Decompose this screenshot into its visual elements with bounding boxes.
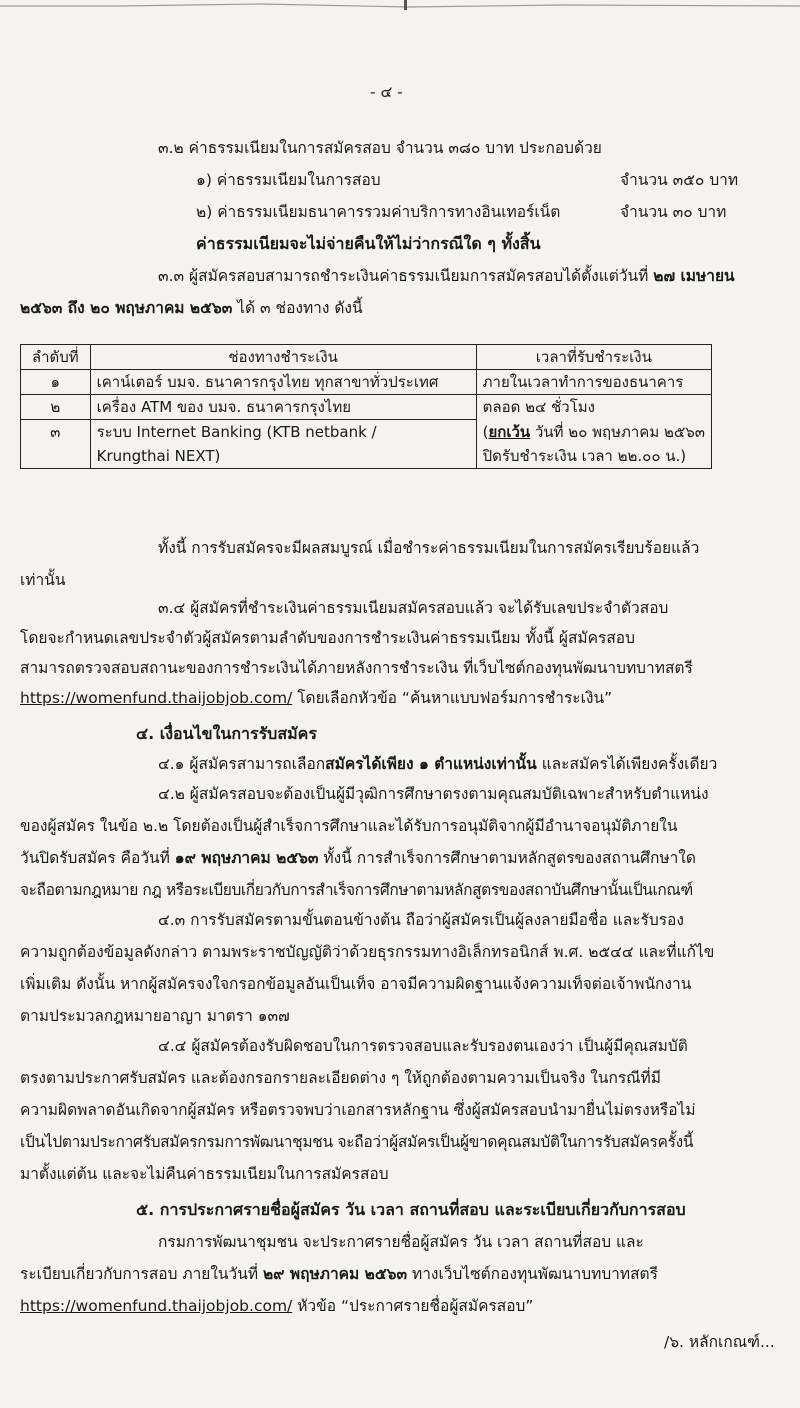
table-row (21, 370, 712, 395)
table-row-continuation (21, 444, 712, 469)
womenfund-link[interactable]: https://womenfund.thaijobjob.com/ (20, 689, 293, 707)
table-row (21, 395, 712, 420)
payment-channels-table (20, 344, 712, 469)
sec-5-line3 (20, 1294, 533, 1318)
sec-4-4-line1: ๔.๔ ผู้สมัครต้องรับผิดชอบในการตรวจสอบและรับรองตนเองว่า เป็นผู้มีคุณสมบัติ (158, 1037, 688, 1055)
no-refund-notice: ค่าธรรมเนียมจะไม่จ่ายคืนให้ไม่ว่ากรณีใด ๆ ทั้งสิ้น (196, 234, 541, 253)
text-run: ระเบียบเกี่ยวกับการสอบ ภายในวันที่ (20, 1265, 263, 1283)
table-cell-channel: เคาน์เตอร์ บมจ. ธนาคารกรุงไทย ทุกสาขาทั่วประเทศ (90, 370, 476, 395)
table-cell-channel: ระบบ Internet Banking (KTB netbank / (90, 420, 476, 445)
text-run: วันปิดรับสมัคร คือวันที่ (20, 849, 175, 867)
sec-3-3-line2 (20, 296, 363, 320)
table-cell-time: ปิดรับชำระเงิน เวลา ๒๒.๐๐ น.) (476, 444, 711, 469)
text-run: ได้ ๓ ช่องทาง ดังนี้ (232, 299, 363, 317)
sec-4-4-line2: ตรงตามประกาศรับสมัคร และต้องกรอกรายละเอียดต่าง ๆ ให้ถูกต้องตามความเป็นจริง ในกรณีที่มี (20, 1069, 661, 1087)
text-bold: สมัครได้เพียง ๑ ตำแหน่งเท่านั้น (325, 755, 537, 773)
table-header-row (21, 345, 712, 370)
sec-3-4-line4 (20, 686, 612, 710)
text-run: และสมัครได้เพียงครั้งเดียว (536, 755, 718, 773)
table-cell-no: ๒ (21, 395, 91, 420)
page-number: - ๔ - (370, 83, 403, 101)
text-run: ๓.๓ ผู้สมัครสอบสามารถชำระเงินค่าธรรมเนียมการสมัครสอบได้ตั้งแต่วันที่ (158, 267, 654, 285)
text-run: โดยเลือกหัวข้อ “ค้นหาแบบฟอร์มการชำระเงิน” (292, 689, 613, 707)
note-line1: ทั้งนี้ การรับสมัครจะมีผลสมบูรณ์ เมื่อชำระค่าธรรมเนียมในการสมัครเรียบร้อยแล้ว (158, 539, 700, 557)
sec-3-2-title: ๓.๒ ค่าธรรมเนียมในการสมัครสอบ จำนวน ๓๘๐ บาท ประกอบด้วย (158, 139, 602, 157)
table-header: ลำดับที่ (21, 345, 91, 370)
sec-4-3-line4: ตามประมวลกฎหมายอาญา มาตรา ๑๓๗ (20, 1007, 290, 1025)
text-run: ทางเว็บไซต์กองทุนพัฒนาบทบาทสตรี (407, 1265, 658, 1283)
sec-4-heading: ๔. เงื่อนไขในการรับสมัคร (136, 724, 317, 743)
sec-3-4-line1: ๓.๔ ผู้สมัครที่ชำระเงินค่าธรรมเนียมสมัครสอบแล้ว จะได้รับเลขประจำตัวสอบ (158, 599, 669, 617)
sec-4-4-line4: เป็นไปตามประกาศรับสมัครกรมการพัฒนาชุมชน จะถือว่าผู้สมัครเป็นผู้ขาดคุณสมบัติในการรับสมัครครั้งนี้ (20, 1133, 694, 1151)
sec-3-4-line2: โดยจะกำหนดเลขประจำตัวผู้สมัครตามลำดับของการชำระเงินค่าธรรมเนียม ทั้งนี้ ผู้สมัครสอบ (20, 629, 635, 647)
scan-top-edge (0, 0, 800, 14)
table-cell-time: (ยกเว้น วันที่ ๒๐ พฤษภาคม ๒๕๖๓ (476, 420, 711, 445)
table-cell-time: ตลอด ๒๔ ชั่วโมง (476, 395, 711, 420)
sec-4-2-line4: จะถือตามกฎหมาย กฎ หรือระเบียบเกี่ยวกับการสำเร็จการศึกษาตามหลักสูตรของสถาบันศึกษานั้นเป็นเกณฑ์ (20, 881, 693, 899)
text-run: ทั้งนี้ การสำเร็จการศึกษาตามหลักสูตรของสถานศึกษาใด (318, 849, 696, 867)
womenfund-link[interactable]: https://womenfund.thaijobjob.com/ (20, 1297, 293, 1315)
note-line2: เท่านั้น (20, 571, 66, 589)
sec-4-4-line3: ความผิดพลาดอันเกิดจากผู้สมัคร หรือตรวจพบว่าเอกสารหลักฐาน ซึ่งผู้สมัครสอบนำมายื่นไม่ตรงหรือไม่ (20, 1101, 696, 1119)
except-label: ยกเว้น (488, 422, 531, 441)
date-range-bold: ๒๕๖๓ ถึง ๒๐ พฤษภาคม ๒๕๖๓ (20, 299, 233, 317)
date-bold: ๑๙ พฤษภาคม ๒๕๖๓ (174, 849, 319, 867)
fee-item-1-label: ๑) ค่าธรรมเนียมในการสอบ (196, 171, 381, 189)
table-header: ช่องทางชำระเงิน (90, 345, 476, 370)
fee-item-1-amount: จำนวน ๓๕๐ บาท (620, 171, 739, 189)
table-cell-no: ๓ (21, 420, 91, 469)
fee-item-2-amount: จำนวน ๓๐ บาท (620, 203, 727, 221)
sec-4-4-line5: มาตั้งแต่ต้น และจะไม่คืนค่าธรรมเนียมในการสมัครสอบ (20, 1165, 389, 1183)
table-cell-channel: เครื่อง ATM ของ บมจ. ธนาคารกรุงไทย (90, 395, 476, 420)
table-cell-channel: Krungthai NEXT) (90, 444, 476, 469)
table-cell-time: ภายในเวลาทำการของธนาคาร (476, 370, 711, 395)
text-run: วันที่ ๒๐ พฤษภาคม ๒๕๖๓ (530, 422, 705, 441)
table-cell-no: ๑ (21, 370, 91, 395)
continuation-marker: /๖. หลักเกณฑ์... (664, 1333, 775, 1351)
sec-4-2-line1: ๔.๒ ผู้สมัครสอบจะต้องเป็นผู้มีวุฒิการศึกษาตรงตามคุณสมบัติเฉพาะสำหรับตำแหน่ง (158, 785, 709, 803)
date-bold: ๒๗ เมษายน (653, 267, 735, 285)
sec-4-2-line2: ของผู้สมัคร ในข้อ ๒.๒ โดยต้องเป็นผู้สำเร็จการศึกษาและได้รับการอนุมัติจากผู้มีอำนาจอนุมัติภายใน (20, 817, 678, 835)
sec-3-3-line1 (158, 264, 735, 288)
sec-4-3-line1: ๔.๓ การรับสมัครตามขั้นตอนข้างต้น ถือว่าผู้สมัครเป็นผู้ลงลายมือชื่อ และรับรอง (158, 911, 684, 929)
text-run: หัวข้อ “ประกาศรายชื่อผู้สมัครสอบ” (292, 1297, 534, 1315)
sec-3-4-line3: สามารถตรวจสอบสถานะของการชำระเงินได้ภายหลังการชำระเงิน ที่เว็บไซต์กองทุนพัฒนาบทบาทสตรี (20, 659, 693, 677)
table-row (21, 420, 712, 445)
sec-4-2-line3 (20, 846, 696, 870)
fee-item-2-label: ๒) ค่าธรรมเนียมธนาคารรวมค่าบริการทางอินเทอร์เน็ต (196, 203, 561, 221)
sec-4-3-line2: ความถูกต้องข้อมูลดังกล่าว ตามพระราชบัญญัติว่าด้วยธุรกรรมทางอิเล็กทรอนิกส์ พ.ศ. ๒๕๔๔ และที่แก้ไข (20, 943, 715, 961)
text-run: ๔.๑ ผู้สมัครสามารถเลือก (158, 755, 326, 773)
sec-5-heading: ๕. การประกาศรายชื่อผู้สมัคร วัน เวลา สถานที่สอบ และระเบียบเกี่ยวกับการสอบ (136, 1200, 686, 1219)
sec-5-line1: กรมการพัฒนาชุมชน จะประกาศรายชื่อผู้สมัคร วัน เวลา สถานที่สอบ และ (158, 1233, 644, 1251)
sec-5-line2 (20, 1262, 658, 1286)
date-bold: ๒๙ พฤษภาคม ๒๕๖๓ (262, 1265, 408, 1283)
sec-4-1 (158, 752, 717, 776)
sec-4-3-line3: เพิ่มเติม ดังนั้น หากผู้สมัครจงใจกรอกข้อมูลอันเป็นเท็จ อาจมีความผิดฐานแจ้งความเท็จต่อเจ้าพนักงาน (20, 975, 692, 993)
table-header: เวลาที่รับชำระเงิน (476, 345, 711, 370)
